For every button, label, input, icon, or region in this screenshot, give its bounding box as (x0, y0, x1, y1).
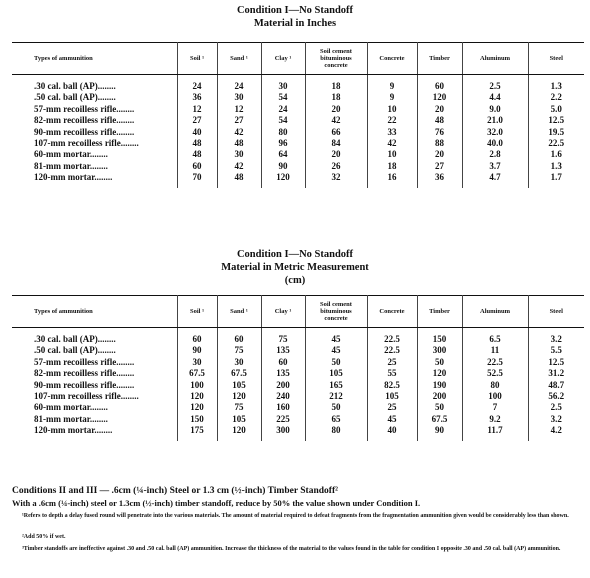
value-cell: 20 (417, 149, 462, 160)
value-cell: 67.5 (177, 368, 217, 379)
value-cell: 12 (177, 104, 217, 115)
value-cell: 70 (177, 172, 217, 187)
header-soil: Soil ¹ (177, 43, 217, 75)
value-cell: 36 (177, 92, 217, 103)
ammunition-name-cell: 60-mm mortar........ (12, 402, 177, 413)
value-cell: 135 (261, 368, 305, 379)
value-cell: 7 (462, 402, 528, 413)
value-cell: 25 (367, 357, 417, 368)
value-cell: 5.5 (550, 345, 562, 356)
value-cell: 80 (261, 127, 305, 138)
value-cell: 3.2 (550, 413, 562, 424)
ammunition-name-cell: 81-mm mortar........ (12, 161, 177, 172)
value-cell: 33 (367, 127, 417, 138)
value-cell: 80 (305, 425, 367, 440)
value-cell: 75 (217, 402, 261, 413)
table1-title (0, 4, 590, 30)
value-cell: 100 (177, 380, 217, 391)
table2-unit: (cm) (284, 275, 306, 286)
value-cell: 16 (367, 172, 417, 187)
value-cell: 90 (177, 345, 217, 356)
value-cell: 9 (367, 75, 417, 93)
value-cell: 135 (261, 345, 305, 356)
value-cell: 48 (177, 149, 217, 160)
value-cell: 212 (305, 391, 367, 402)
table-row (12, 328, 584, 346)
value-cell: 30 (261, 75, 305, 93)
value-cell: 105 (367, 391, 417, 402)
value-cell: 45 (305, 328, 367, 346)
value-cell: 42 (305, 115, 367, 126)
value-cell: 31.2 (548, 368, 565, 379)
header-concrete: Concrete (367, 296, 417, 328)
header-concrete: Concrete (367, 43, 417, 75)
value-cell: 9 (367, 92, 417, 103)
value-cell: 3.2 (550, 334, 562, 344)
value-cell: 19.5 (548, 126, 565, 137)
value-cell: 67.5 (417, 414, 462, 425)
value-cell: 105 (217, 414, 261, 425)
header-type: Types of ammunition (12, 296, 177, 328)
header-timber: Timber (417, 296, 462, 328)
value-cell: 4.4 (462, 92, 528, 103)
value-cell: 66 (305, 127, 367, 138)
value-cell: 75 (261, 328, 305, 346)
value-cell: 60 (261, 357, 305, 368)
value-cell: 18 (305, 92, 367, 103)
value-cell: 200 (261, 380, 305, 391)
table1-title-line: Condition I—No Standoff (236, 5, 354, 16)
footnote-3: ³Timber standoffs are ineffective against .30 and .50 cal. ball (AP) ammunition. Increase the thickness of the material to the values found in the table for condition I opposite .30 and .50 cal. ball (AP) ammunition. (22, 546, 561, 552)
value-cell: 30 (217, 149, 261, 160)
ammunition-name-cell: 120-mm mortar........ (12, 172, 177, 187)
value-cell: 300 (261, 425, 305, 440)
value-cell: 40 (367, 425, 417, 440)
value-cell: 82.5 (367, 380, 417, 391)
value-cell: 1.3 (550, 160, 562, 171)
value-cell: 25 (367, 402, 417, 413)
value-cell: 2.2 (550, 92, 562, 103)
ammunition-name-cell: .50 cal. ball (AP)........ (12, 345, 177, 356)
table-row (12, 425, 584, 440)
value-cell: 76 (417, 127, 462, 138)
value-cell: 36 (417, 172, 462, 187)
value-cell: 11.7 (462, 425, 528, 440)
table-row (12, 380, 584, 391)
header-aluminum: Aluminum (462, 296, 528, 328)
header-sand: Sand ¹ (217, 43, 261, 75)
value-cell: 22.5 (367, 345, 417, 356)
value-cell: 32 (305, 172, 367, 187)
value-cell: 65 (305, 414, 367, 425)
value-cell: 22.5 (548, 138, 565, 149)
ammunition-name-cell: 120-mm mortar........ (12, 425, 177, 440)
table-row (12, 368, 584, 379)
header-soil-cement: Soil cement bituminous concrete (305, 43, 367, 75)
value-cell: 2.5 (462, 75, 528, 93)
value-cell: 48.7 (548, 379, 565, 390)
value-cell: 240 (261, 391, 305, 402)
value-cell: 64 (261, 149, 305, 160)
value-cell: 2.5 (550, 402, 562, 413)
value-cell: 24 (217, 75, 261, 93)
value-cell: 175 (177, 425, 217, 440)
value-cell: 120 (177, 402, 217, 413)
value-cell: 50 (305, 402, 367, 413)
value-cell: 20 (417, 104, 462, 115)
value-cell: 190 (417, 380, 462, 391)
value-cell: 6.5 (462, 328, 528, 346)
ammunition-name-cell: .30 cal. ball (AP)........ (12, 75, 177, 93)
value-cell: 20 (305, 104, 367, 115)
value-cell: 54 (261, 115, 305, 126)
standoff-note: With a .6cm (¼-inch) steel or 1.3cm (½-inch) timber standoff, reduce by 50% the value shown under Condition I. (12, 498, 421, 508)
value-cell: 5.0 (550, 103, 562, 114)
table2-subtitle: Material in Metric Measurement (221, 262, 369, 273)
footnote-1: ¹Refers to depth a delay fused round will penetrate into the various materials. The amount of material required to defeat fragments from the fragmentation ammunition given would be considerably less than shown. (22, 513, 569, 519)
table-row (12, 127, 584, 138)
value-cell: 27 (177, 115, 217, 126)
table-row (12, 414, 584, 425)
value-cell: 90 (261, 161, 305, 172)
value-cell: 30 (217, 357, 261, 368)
value-cell: 90 (417, 425, 462, 440)
table-row (12, 357, 584, 368)
value-cell: 2.8 (462, 149, 528, 160)
value-cell: 12.5 (548, 115, 565, 126)
value-cell: 45 (305, 345, 367, 356)
table1-body (12, 75, 584, 188)
value-cell: 120 (217, 391, 261, 402)
header-type: Types of ammunition (12, 43, 177, 75)
value-cell: 56.2 (548, 391, 565, 402)
header-steel: Steel (528, 296, 584, 328)
value-cell: 3.7 (462, 161, 528, 172)
value-cell: 12.5 (548, 356, 565, 367)
value-cell: 1.3 (550, 81, 562, 91)
value-cell: 80 (462, 380, 528, 391)
table2-title-line: Condition I—No Standoff (236, 249, 354, 260)
value-cell: 22.5 (367, 328, 417, 346)
ammunition-name-cell: 82-mm recoilless rifle........ (12, 368, 177, 379)
value-cell: 11 (462, 345, 528, 356)
value-cell: 60 (177, 328, 217, 346)
value-cell: 40 (177, 127, 217, 138)
value-cell: 120 (417, 368, 462, 379)
table-row (12, 75, 584, 93)
value-cell: 120 (261, 172, 305, 187)
header-aluminum: Aluminum (462, 43, 528, 75)
table-row (12, 172, 584, 187)
value-cell: 4.2 (550, 425, 562, 436)
header-clay: Clay ¹ (261, 43, 305, 75)
value-cell: 22 (367, 115, 417, 126)
ammunition-name-cell: 82-mm recoilless rifle........ (12, 115, 177, 126)
value-cell: 27 (417, 161, 462, 172)
value-cell: 4.7 (462, 172, 528, 187)
value-cell: 105 (305, 368, 367, 379)
value-cell: 18 (305, 75, 367, 93)
value-cell: 48 (217, 138, 261, 149)
header-soil-cement: Soil cement bituminous concrete (305, 296, 367, 328)
ammunition-name-cell: 107-mm recoilless rifle........ (12, 391, 177, 402)
footnote-2: ²Add 50% if wet. (22, 534, 66, 540)
ammunition-name-cell: .50 cal. ball (AP)........ (12, 92, 177, 103)
value-cell: 24 (177, 75, 217, 93)
table-row (12, 402, 584, 413)
ammunition-name-cell: 57-mm recoilless rifle........ (12, 104, 177, 115)
value-cell: 60 (177, 161, 217, 172)
value-cell: 10 (367, 149, 417, 160)
value-cell: 1.6 (550, 149, 562, 160)
value-cell: 50 (417, 357, 462, 368)
value-cell: 60 (417, 75, 462, 93)
ammunition-name-cell: .30 cal. ball (AP)........ (12, 328, 177, 346)
table-row (12, 138, 584, 149)
value-cell: 48 (177, 138, 217, 149)
ammunition-name-cell: 57-mm recoilless rifle........ (12, 357, 177, 368)
table-row (12, 92, 584, 103)
value-cell: 165 (305, 380, 367, 391)
ammunition-name-cell: 60-mm mortar........ (12, 149, 177, 160)
value-cell: 150 (177, 414, 217, 425)
value-cell: 120 (417, 92, 462, 103)
value-cell: 20 (305, 149, 367, 160)
value-cell: 200 (417, 391, 462, 402)
value-cell: 88 (417, 138, 462, 149)
value-cell: 52.5 (462, 368, 528, 379)
value-cell: 96 (261, 138, 305, 149)
value-cell: 1.7 (550, 172, 562, 183)
value-cell: 22.5 (462, 357, 528, 368)
value-cell: 48 (217, 172, 261, 187)
value-cell: 100 (462, 391, 528, 402)
value-cell: 54 (261, 92, 305, 103)
ammunition-name-cell: 90-mm recoilless rifle........ (12, 380, 177, 391)
value-cell: 24 (261, 104, 305, 115)
value-cell: 50 (305, 357, 367, 368)
table-row (12, 345, 584, 356)
value-cell: 42 (217, 127, 261, 138)
value-cell: 30 (217, 92, 261, 103)
value-cell: 225 (261, 414, 305, 425)
value-cell: 120 (177, 391, 217, 402)
table-inches (12, 42, 584, 188)
condition-heading: Conditions II and III — .6cm (¼-inch) Steel or 1.3 cm (½-inch) Timber Standoff² (12, 486, 338, 496)
value-cell: 30 (177, 357, 217, 368)
value-cell: 150 (417, 328, 462, 346)
ammunition-name-cell: 81-mm mortar........ (12, 414, 177, 425)
header-clay: Clay ¹ (261, 296, 305, 328)
value-cell: 105 (217, 380, 261, 391)
value-cell: 9.2 (462, 414, 528, 425)
value-cell: 60 (217, 328, 261, 346)
value-cell: 18 (367, 161, 417, 172)
header-sand: Sand ¹ (217, 296, 261, 328)
table-row (12, 104, 584, 115)
value-cell: 75 (217, 345, 261, 356)
table-row (12, 115, 584, 126)
ammunition-name-cell: 90-mm recoilless rifle........ (12, 127, 177, 138)
value-cell: 26 (305, 161, 367, 172)
value-cell: 67.5 (217, 368, 261, 379)
value-cell: 27 (217, 115, 261, 126)
value-cell: 50 (417, 402, 462, 413)
value-cell: 45 (367, 414, 417, 425)
value-cell: 48 (417, 115, 462, 126)
table-metric (12, 295, 584, 441)
value-cell: 21.0 (462, 115, 528, 126)
value-cell: 32.0 (462, 127, 528, 138)
value-cell: 300 (417, 345, 462, 356)
table1-subtitle: Material in Inches (253, 18, 337, 29)
table2-title (0, 248, 590, 287)
header-soil: Soil ¹ (177, 296, 217, 328)
value-cell: 55 (367, 368, 417, 379)
value-cell: 10 (367, 104, 417, 115)
value-cell: 84 (305, 138, 367, 149)
value-cell: 40.0 (462, 138, 528, 149)
value-cell: 160 (261, 402, 305, 413)
value-cell: 42 (367, 138, 417, 149)
table2-body (12, 328, 584, 441)
value-cell: 42 (217, 161, 261, 172)
header-timber: Timber (417, 43, 462, 75)
value-cell: 120 (217, 425, 261, 440)
value-cell: 9.0 (462, 104, 528, 115)
value-cell: 12 (217, 104, 261, 115)
table-row (12, 391, 584, 402)
table-row (12, 149, 584, 160)
header-steel: Steel (528, 43, 584, 75)
ammunition-name-cell: 107-mm recoilless rifle........ (12, 138, 177, 149)
table-row (12, 161, 584, 172)
